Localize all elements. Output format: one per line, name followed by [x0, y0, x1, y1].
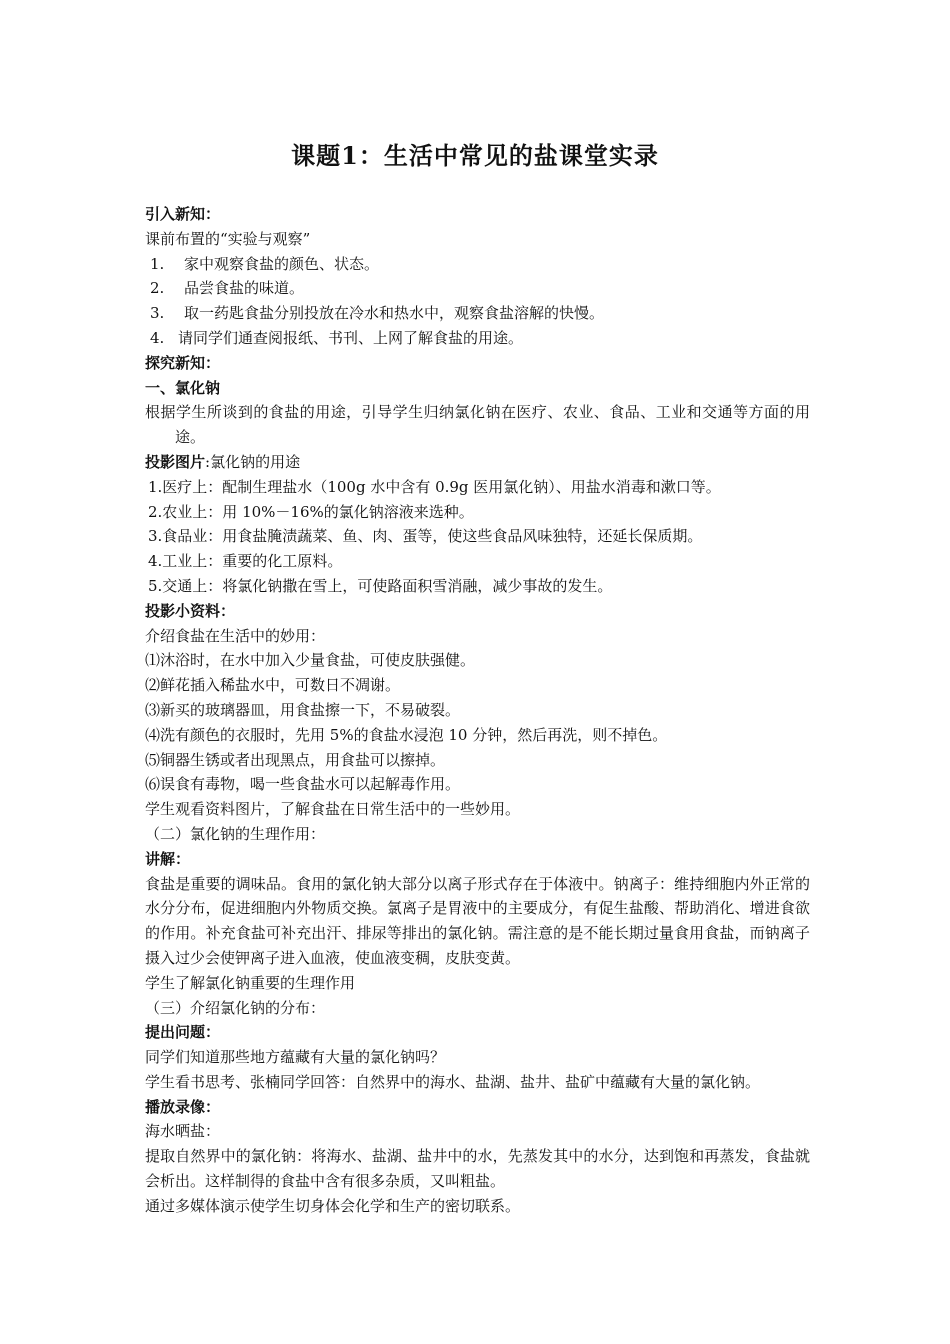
paragraph-extraction: 提取自然界中的氯化钠：将海水、盐湖、盐井中的水，先蒸发其中的水分，达到饱和再蒸发，食盐就会析出。这样制得的食盐中含有很多杂质，又叫粗盐。 — [145, 1147, 810, 1191]
intro-text: 课前布置的“实验与观察” — [145, 229, 311, 248]
list-item: 4.工业上：重要的化工原料。 — [148, 552, 343, 571]
projection-line — [145, 450, 810, 475]
subheading-sea-salt: 海水晒盐： — [145, 1122, 221, 1141]
list-item — [145, 326, 810, 351]
list-number: 3. — [150, 304, 165, 323]
section-heading-explore: 探究新知： — [145, 353, 221, 372]
paragraph-uses-summary: 根据学生所谈到的食盐的用途，引导学生归纳氯化钠在医疗、农业、食品、工业和交通等方面的用途。 — [145, 403, 810, 447]
subheading-physiology: （二）氯化钠的生理作用： — [145, 824, 326, 843]
question-text: 同学们知道那些地方蕴藏有大量的氯化钠吗？ — [145, 1048, 446, 1067]
physiology-summary: 学生了解氯化钠重要的生理作用 — [145, 973, 356, 992]
page-title: 课题1：生活中常见的盐课堂实录 — [291, 141, 659, 170]
list-item: 3.食品业：用食盐腌渍蔬菜、鱼、肉、蛋等，使这些食品风味独特，还延长保质期。 — [148, 527, 703, 546]
list-item: ⑷洗有颜色的衣服时，先用 5%的食盐水浸泡 10 分钟，然后再洗，则不掉色。 — [145, 725, 668, 744]
video-summary: 通过多媒体演示使学生切身体会化学和生产的密切联系。 — [145, 1196, 521, 1215]
section-heading-question: 提出问题： — [145, 1023, 221, 1042]
list-number: 2. — [150, 279, 165, 298]
section-heading-video: 播放录像： — [145, 1097, 221, 1116]
list-item: 5.交通上：将氯化钠撒在雪上，可使路面积雪消融，减少事故的发生。 — [148, 576, 613, 595]
list-text: 品尝食盐的味道。 — [184, 279, 305, 298]
list-text: 取一药匙食盐分别投放在冷水和热水中，观察食盐溶解的快慢。 — [184, 304, 605, 323]
subheading-sodium-chloride: 一、氯化钠 — [145, 378, 221, 397]
list-item — [145, 252, 810, 277]
section-heading-lecture: 讲解： — [145, 849, 191, 868]
list-item: ⑴沐浴时，在水中加入少量食盐，可使皮肤强健。 — [145, 651, 476, 670]
materials-intro: 介绍食盐在生活中的妙用： — [145, 626, 326, 645]
list-text: 请同学们通查阅报纸、书刊、上网了解食盐的用途。 — [178, 328, 524, 347]
list-item — [145, 276, 810, 301]
section-heading-intro: 引入新知： — [145, 205, 221, 223]
list-item — [145, 301, 810, 326]
list-text: 家中观察食盐的颜色、状态。 — [184, 254, 380, 273]
document-body — [145, 202, 810, 1219]
list-item: ⑹误食有毒物，喝一些食盐水可以起解毒作用。 — [145, 775, 461, 794]
list-item: ⑵鲜花插入稀盐水中，可数日不凋谢。 — [145, 676, 401, 695]
list-number: 4. — [150, 328, 165, 347]
materials-summary: 学生观看资料图片，了解食盐在日常生活中的一些妙用。 — [145, 800, 521, 819]
projection-text: :氯化钠的用途 — [205, 452, 301, 471]
list-item: 2.农业上：用 10%－16%的氯化钠溶液来选种。 — [148, 502, 474, 521]
answer-text: 学生看书思考、张楠同学回答：自然界中的海水、盐湖、盐井、盐矿中蕴藏有大量的氯化钠。 — [145, 1072, 761, 1091]
paragraph-physiology: 食盐是重要的调味品。食用的氯化钠大部分以离子形式存在于体液中。钠离子：维持细胞内外正常的水分分布，促进细胞内外物质交换。氯离子是胃液中的主要成分，有促生盐酸、帮助消化、增进食欲的作用。补充食盐可补充出汗、排尿等排出的氯化钠。需注意的是不能长期过量食用食盐，而钠离子摄入过少会使钾离子进入血液，使血液变稠，皮肤变黄。 — [145, 874, 810, 967]
list-item: 1.医疗上：配制生理盐水（100g 水中含有 0.9g 医用氯化钠）、用盐水消毒和漱口等。 — [148, 477, 721, 496]
list-number: 1. — [150, 254, 165, 273]
subheading-distribution: （三）介绍氯化钠的分布： — [145, 998, 326, 1017]
projection-label: 投影图片 — [145, 452, 206, 471]
list-item: ⑸铜器生锈或者出现黑点，用食盐可以擦掉。 — [145, 750, 446, 769]
list-item: ⑶新买的玻璃器皿，用食盐擦一下，不易破裂。 — [145, 700, 461, 719]
section-heading-materials: 投影小资料： — [145, 601, 236, 620]
